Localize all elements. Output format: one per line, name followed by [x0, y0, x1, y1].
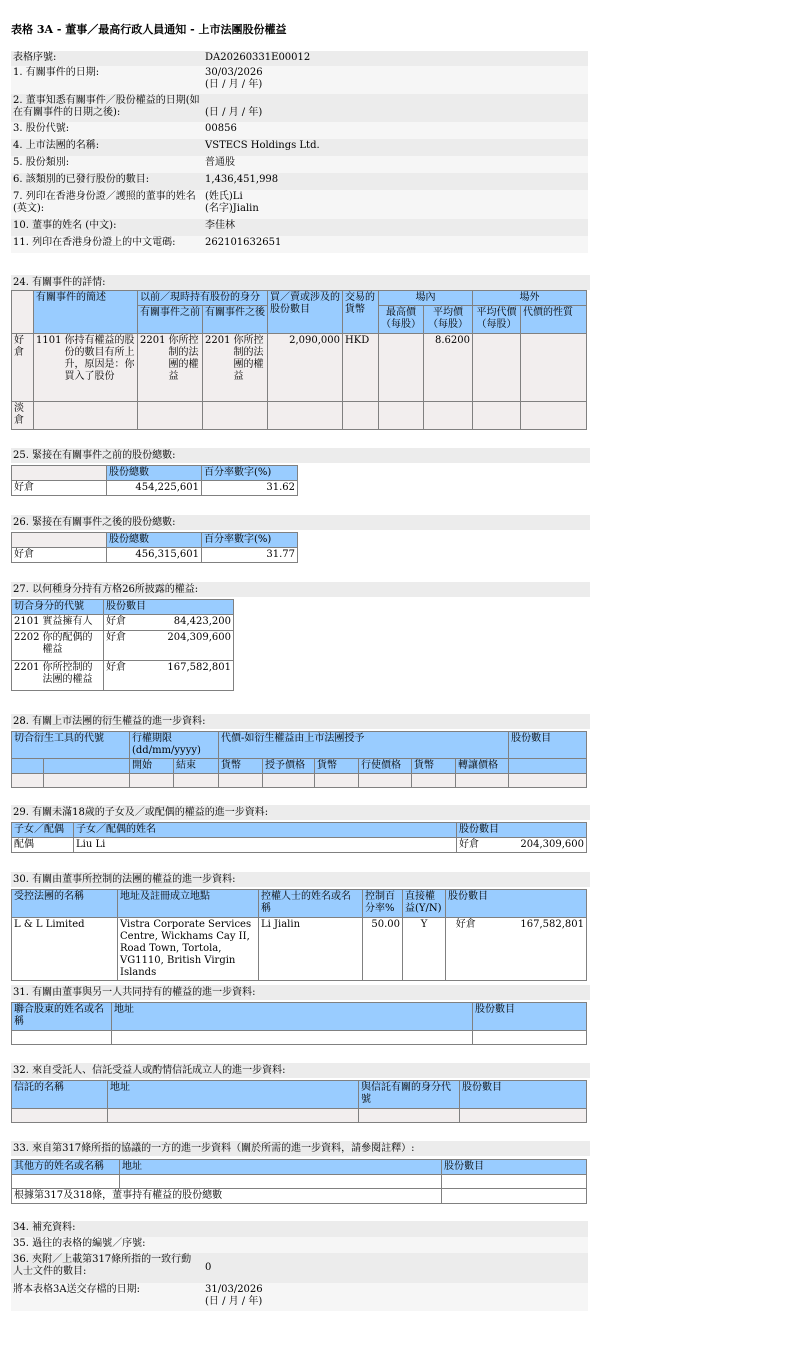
footer-label: 將本表格3A送交存檔的日期: [11, 1283, 203, 1311]
position-label: 好倉 [457, 838, 487, 853]
header-address: 地址及註冊成立地點 [118, 890, 259, 918]
info-label: 10. 董事的姓名 (中文): [11, 219, 203, 236]
info-table [11, 51, 588, 253]
header-exercise-price: 行使價格 [359, 759, 412, 774]
header-control-percentage: 控制百分率% [363, 890, 403, 918]
header-trust-name: 信託的名稱 [12, 1081, 108, 1109]
header-average-price: 平均價（每股） [424, 306, 473, 334]
header-address: 地址 [112, 1003, 473, 1031]
before-code: 2201 [140, 335, 166, 346]
total-shares: 454,225,601 [107, 481, 202, 496]
header-other-party: 其他方的姓名或名稱 [12, 1160, 120, 1175]
header-address: 地址 [108, 1081, 359, 1109]
control-percentage: 50.00 [363, 918, 403, 981]
header-consideration: 代價-如衍生權益由上市法團授予 [219, 732, 509, 759]
direct-interest: Y [403, 918, 446, 981]
header-after: 有關事件之後 [203, 306, 268, 334]
info-label: 4. 上市法團的名稱: [11, 139, 203, 156]
header-trust-capacity: 與信託有關的身分代號 [359, 1081, 460, 1109]
average-price: 8.6200 [424, 334, 473, 402]
long-position-label: 好倉 [12, 334, 34, 402]
header-currency: 貨幣 [412, 759, 456, 774]
header-currency: 貨幣 [219, 759, 263, 774]
header-currency: 貨幣 [315, 759, 359, 774]
footer-value: 0 [203, 1253, 588, 1283]
header-percentage: 百分率數字(%) [202, 466, 298, 481]
position-label: 好倉 [12, 548, 107, 563]
position-label: 好倉 [104, 661, 134, 691]
section-29-heading: 29. 有關未滿18歲的子女及／或配偶的權益的進一步資料: [11, 805, 590, 820]
event-description: 你持有權益的股份的數目有所上升，原因是：你買入了股份 [64, 335, 135, 382]
header-capacity-code: 切合身分的代號 [12, 600, 104, 615]
header-shares: 股份數目 [460, 1081, 587, 1109]
info-value: 30/03/2026 [205, 67, 263, 78]
info-value-note: (日 / 月 / 年) [205, 79, 263, 90]
header-exercise-period: 行權期限(dd/mm/yyyy) [130, 732, 219, 759]
section-31-heading: 31. 有關由董事與另一人共同持有的權益的進一步資料: [11, 985, 590, 1000]
capacity-desc: 實益擁有人 [42, 616, 93, 627]
header-transfer-price: 轉讓價格 [456, 759, 509, 774]
header-before: 有關事件之前 [138, 306, 203, 334]
header-relationship: 子女／配偶 [12, 823, 74, 838]
info-value-note: (日 / 月 / 年) [205, 107, 263, 118]
header-total-shares: 股份總數 [107, 533, 202, 548]
controller-name: Li Jialin [259, 918, 363, 981]
section-28-heading: 28. 有關上市法團的衍生權益的進一步資料: [11, 714, 590, 729]
info-label: 7. 列印在香港身份證／護照的董事的姓名(英文): [11, 190, 203, 219]
position-label: 好倉 [104, 631, 134, 661]
info-value [205, 95, 586, 107]
info-label: 1. 有關事件的日期: [11, 66, 203, 94]
position-label: 好倉 [104, 615, 134, 631]
header-grant-price: 授予價格 [263, 759, 315, 774]
after-code: 2201 [205, 335, 231, 346]
section-25-heading: 25. 緊接在有關事件之前的股份總數: [11, 448, 590, 463]
header-shares: 股份數目 [442, 1160, 587, 1175]
header-shares: 買／賣或涉及的股份數目 [268, 291, 343, 334]
section-27-table [11, 599, 234, 691]
header-name: 子女／配偶的姓名 [74, 823, 457, 838]
total-shares-label: 根據第317及318條，董事持有權益的股份總數 [12, 1189, 442, 1204]
share-count: 167,582,801 [486, 918, 587, 981]
capacity-code: 2101 [14, 616, 40, 627]
capacity-code: 2201 [14, 662, 40, 673]
short-position-label: 淡倉 [12, 402, 34, 430]
section-30-table [11, 889, 587, 981]
header-shares: 股份數目 [473, 1003, 587, 1031]
section-25-table [11, 465, 298, 496]
info-label: 表格序號: [11, 51, 203, 66]
info-value: 普通股 [203, 156, 588, 173]
shares-involved: 2,090,000 [268, 334, 343, 402]
info-value-2: (名字)Jialin [205, 203, 259, 214]
section-30-heading: 30. 有關由董事所控制的法團的權益的進一步資料: [11, 872, 590, 887]
footer-label: 35. 過往的表格的編號／序號: [11, 1237, 203, 1253]
section-32-table [11, 1080, 587, 1123]
header-currency: 交易的貨幣 [343, 291, 379, 334]
share-count: 84,423,200 [134, 615, 234, 631]
footer-label: 36. 夾附／上載第317條所指的一致行動人士文件的數目: [11, 1253, 203, 1283]
footer-value [203, 1237, 588, 1253]
header-controller: 控權人士的姓名或名稱 [259, 890, 363, 918]
header-joint-holder: 聯合股東的姓名或名稱 [12, 1003, 112, 1031]
header-shares: 股份數目 [457, 823, 587, 838]
footer-table [11, 1221, 588, 1311]
info-label: 6. 該類別的已發行股份的數目: [11, 173, 203, 190]
info-value: 李佳林 [203, 219, 588, 236]
corporation-address: Vistra Corporate Services Centre, Wickhams Cay II, Road Town, Tortola, VG1110, British Virgin Islands [118, 918, 259, 981]
section-28-table [11, 731, 587, 788]
header-direct-interest: 直接權益(Y/N) [403, 890, 446, 918]
info-label: 11. 列印在香港身份證上的中文電碼: [11, 236, 203, 253]
footer-label: 34. 補充資料: [11, 1221, 203, 1237]
after-capacity: 你所控制的法團的權益 [233, 335, 264, 382]
footer-value [203, 1221, 588, 1237]
header-on-exchange: 場內 [379, 291, 473, 306]
spouse-name: Liu Li [74, 838, 457, 853]
header-percentage: 百分率數字(%) [202, 533, 298, 548]
section-33-table [11, 1159, 587, 1204]
info-label: 3. 股份代號: [11, 122, 203, 139]
event-code: 1101 [36, 335, 62, 346]
section-24-heading: 24. 有關事件的詳情: [11, 275, 590, 290]
currency: HKD [343, 334, 379, 402]
header-shares: 股份數目 [509, 732, 587, 759]
header-capacity: 以前／現時持有股份的身分 [138, 291, 268, 306]
section-27-heading: 27. 以何種身分持有方格26所披露的權益: [11, 582, 590, 597]
header-total-shares: 股份總數 [107, 466, 202, 481]
capacity-code: 2202 [14, 632, 40, 643]
share-count: 167,582,801 [134, 661, 234, 691]
section-24-table [11, 290, 587, 430]
info-label: 2. 董事知悉有關事件／股份權益的日期(如在有關事件的日期之後): [11, 94, 203, 122]
info-value: VSTECS Holdings Ltd. [203, 139, 588, 156]
info-value: (姓氏)Li [205, 191, 243, 202]
relationship: 配偶 [12, 838, 74, 853]
footer-value-note: (日 / 月 / 年) [205, 1296, 263, 1307]
capacity-desc: 你的配偶的權益 [42, 632, 93, 655]
header-start: 開始 [130, 759, 174, 774]
header-end: 結束 [174, 759, 219, 774]
section-33-heading: 33. 來自第317條所指的協議的一方的進一步資料（關於所需的進一步資料，請參閱註釋）: [11, 1141, 590, 1156]
header-shares: 股份數目 [104, 600, 234, 615]
capacity-desc: 你所控制的法團的權益 [42, 662, 93, 685]
header-highest-price: 最高價（每股） [379, 306, 424, 334]
header-derivative-code: 切合衍生工具的代號 [12, 732, 130, 759]
form-title: 表格 3A - 董事／最高行政人員通知 - 上市法團股份權益 [11, 23, 287, 36]
footer-value: 31/03/2026 [205, 1284, 263, 1295]
section-31-table [11, 1002, 587, 1045]
info-label: 5. 股份類別: [11, 156, 203, 173]
header-shares: 股份數目 [446, 890, 587, 918]
header-off-exchange: 場外 [473, 291, 587, 306]
header-address: 地址 [120, 1160, 442, 1175]
percentage: 31.62 [202, 481, 298, 496]
section-26-heading: 26. 緊接在有關事件之後的股份總數: [11, 515, 590, 530]
corporation-name: L & L Limited [12, 918, 118, 981]
header-average-consideration: 平均代價（每股） [473, 306, 521, 334]
header-event: 有關事件的簡述 [34, 291, 138, 334]
share-count: 204,309,600 [487, 838, 587, 853]
percentage: 31.77 [202, 548, 298, 563]
position-label: 好倉 [12, 481, 107, 496]
section-26-table [11, 532, 298, 563]
total-shares: 456,315,601 [107, 548, 202, 563]
header-corporation: 受控法團的名稱 [12, 890, 118, 918]
info-value: DA20260331E00012 [203, 51, 588, 66]
section-32-heading: 32. 來自受託人、信託受益人或酌情信託成立人的進一步資料: [11, 1063, 590, 1078]
before-capacity: 你所控制的法團的權益 [168, 335, 199, 382]
position-label: 好倉 [446, 918, 486, 981]
share-count: 204,309,600 [134, 631, 234, 661]
info-value: 00856 [203, 122, 588, 139]
section-29-table [11, 822, 587, 853]
info-value: 262101632651 [203, 236, 588, 253]
header-consideration-nature: 代價的性質 [521, 306, 587, 334]
info-value: 1,436,451,998 [203, 173, 588, 190]
